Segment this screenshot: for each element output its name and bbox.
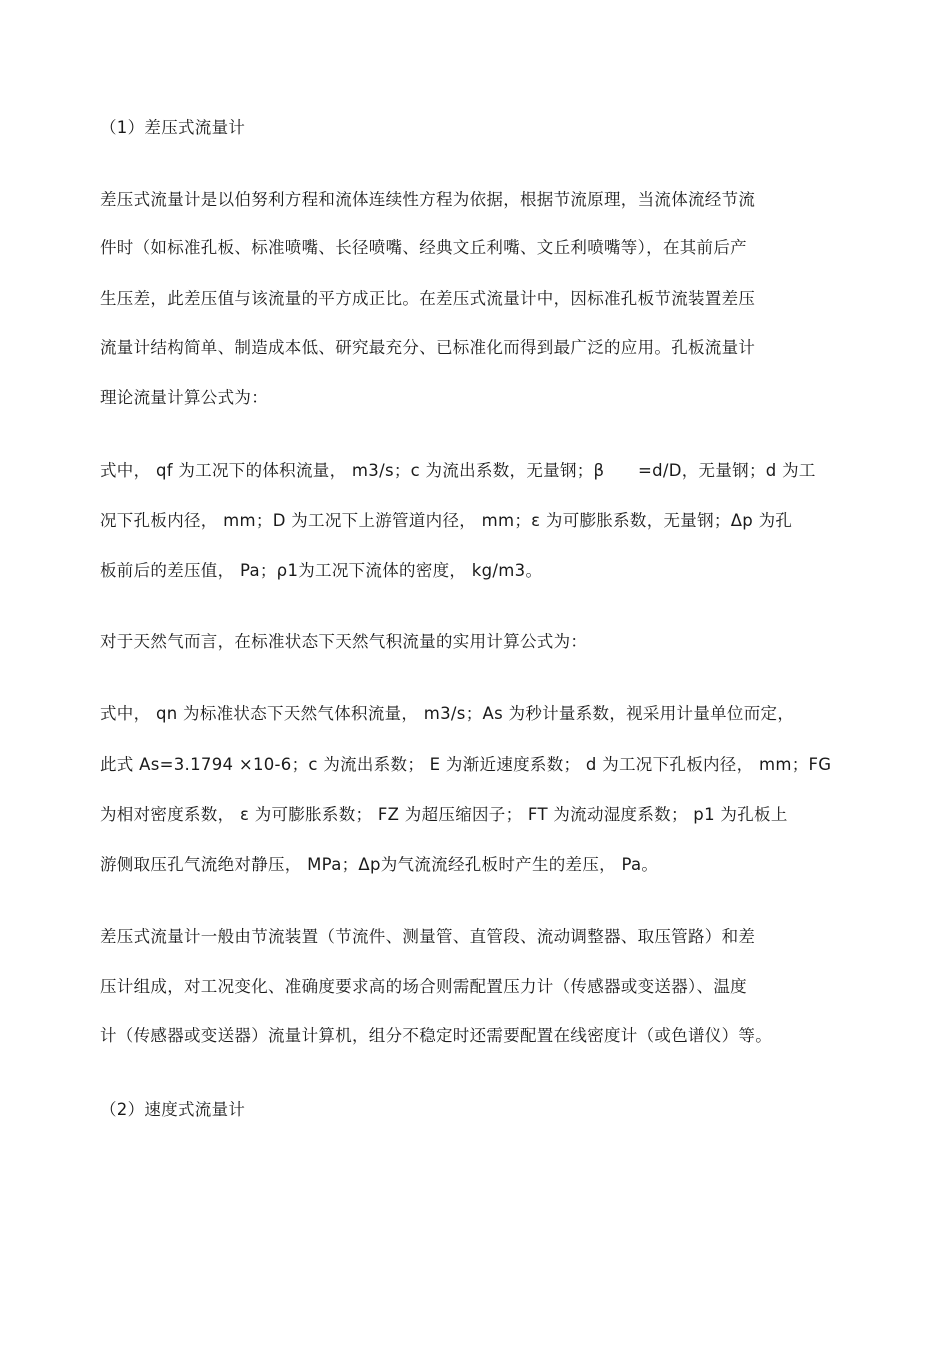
paragraph-line: 件时（如标准孔板、标准喷嘴、长径喷嘴、经典文丘利嘴、文丘利喷嘴等），在其前后产	[100, 238, 747, 257]
section-heading-2: （2）速度式流量计	[100, 1100, 246, 1119]
paragraph-line: 式中， qn 为标准状态下天然气体积流量， m3/s；As 为秒计量系数，视采用计量单位而定，	[100, 704, 795, 723]
paragraph-line: 对于天然气而言，在标准状态下天然气积流量的实用计算公式为：	[100, 632, 588, 651]
paragraph-line: 流量计结构简单、制造成本低、研究最充分、已标准化而得到最广泛的应用。孔板流量计	[100, 338, 756, 357]
paragraph-line: 此式 As=3.1794 ×10-6；c 为流出系数； E 为渐近速度系数； d 为工况下孔板内径， mm；FG	[100, 755, 832, 774]
section-heading-1: （1）差压式流量计	[100, 118, 246, 137]
paragraph-line: 游侧取压孔气流绝对静压， MPa；Δp为气流流经孔板时产生的差压， Pa。	[100, 855, 659, 874]
paragraph-line: 差压式流量计一般由节流装置（节流件、测量管、直管段、流动调整器、取压管路）和差	[100, 927, 756, 946]
paragraph-line: 况下孔板内径， mm；D 为工况下上游管道内径， mm；ε 为可膨胀系数，无量钢；Δp 为孔	[100, 511, 793, 530]
paragraph-line: 理论流量计算公式为：	[100, 388, 268, 407]
paragraph-line: 式中， qf 为工况下的体积流量， m3/s；c 为流出系数，无量钢；β =d/D，无量钢；d 为工	[100, 461, 816, 480]
paragraph-line: 差压式流量计是以伯努利方程和流体连续性方程为依据，根据节流原理，当流体流经节流	[100, 190, 756, 209]
paragraph-line: 计（传感器或变送器）流量计算机，组分不稳定时还需要配置在线密度计（或色谱仪）等。	[100, 1026, 772, 1045]
paragraph-line: 板前后的差压值， Pa；ρ1为工况下流体的密度， kg/m3。	[100, 561, 543, 580]
paragraph-line: 为相对密度系数， ε 为可膨胀系数； FZ 为超压缩因子； FT 为流动湿度系数； p1 为孔板上	[100, 805, 788, 824]
paragraph-line: 生压差，此差压值与该流量的平方成正比。在差压式流量计中，因标准孔板节流装置差压	[100, 289, 756, 308]
paragraph-line: 压计组成，对工况变化、准确度要求高的场合则需配置压力计（传感器或变送器）、温度	[100, 977, 747, 996]
